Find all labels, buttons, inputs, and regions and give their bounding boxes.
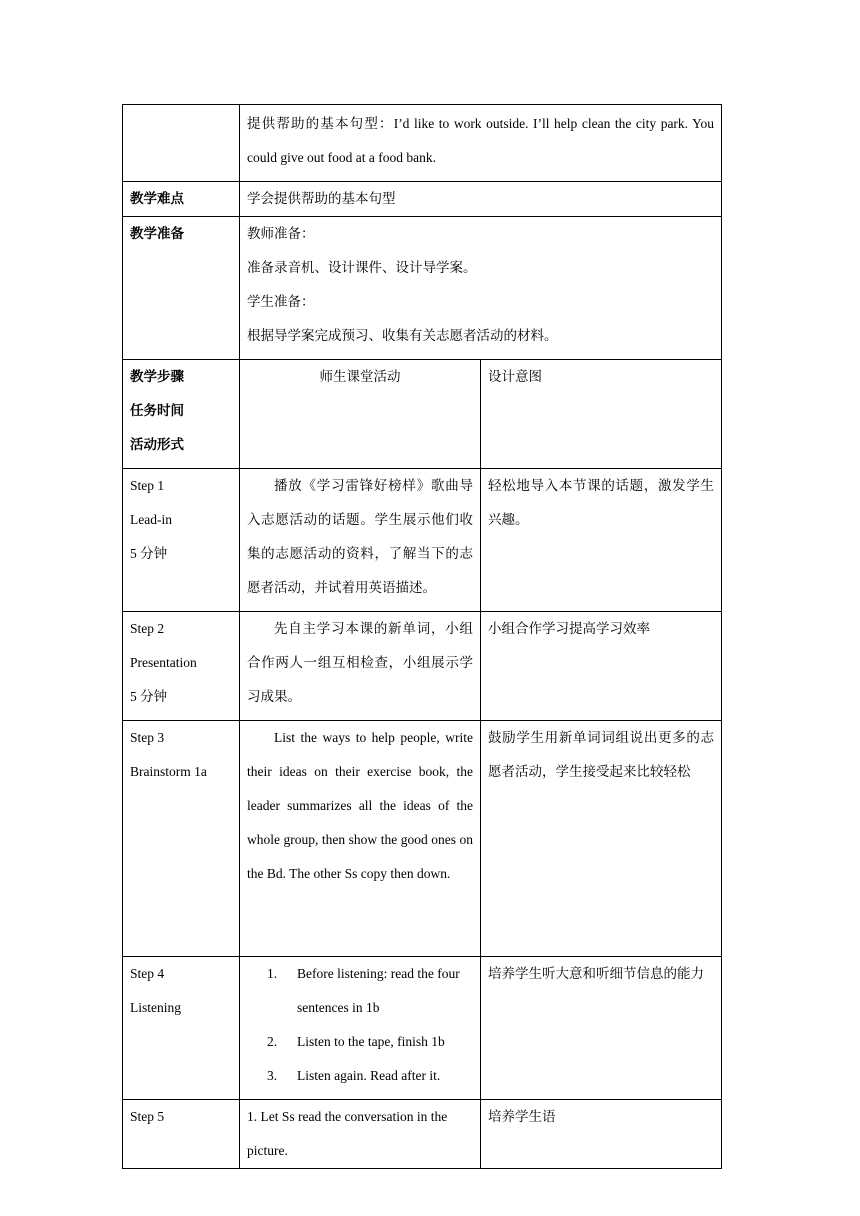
step3-name: Brainstorm 1a (130, 764, 207, 779)
step3-activity (240, 721, 481, 957)
step3-intent-text: 鼓励学生用新单词词组说出更多的志愿者活动，学生接受起来比较轻松 (488, 730, 714, 779)
difficulty-label: 教学难点 (123, 182, 240, 217)
teaching-focus-cell (240, 105, 722, 182)
step2-cell (123, 612, 240, 721)
step4-intent (481, 957, 722, 1100)
teaching-focus-text: 提供帮助的基本句型：I’d like to work outside. I’ll help clean the city park. You could give out food at a food bank. (247, 116, 714, 165)
step1-intent (481, 469, 722, 612)
lesson-plan-table (122, 104, 722, 1169)
step5-number: Step 5 (123, 1100, 240, 1169)
table-row (123, 957, 722, 1100)
difficulty-text: 学会提供帮助的基本句型 (240, 182, 722, 217)
listening-steps-list (247, 957, 473, 1093)
step2-activity (240, 612, 481, 721)
preparation-cell (240, 217, 722, 360)
step4-number: Step 4 (130, 966, 165, 981)
table-row (123, 360, 722, 469)
step2-number: Step 2 (130, 621, 165, 636)
step2-activity-text: 先自主学习本课的新单词，小组合作两人一组互相检查，小组展示学习成果。 (247, 621, 473, 704)
table-row (123, 1100, 722, 1169)
header-steps-cell (123, 360, 240, 469)
preparation-label: 教学准备 (123, 217, 240, 360)
step2-name: Presentation (130, 655, 197, 670)
header-activity-label: 师生课堂活动 (240, 360, 481, 469)
step4-intent-text: 培养学生听大意和听细节信息的能力 (488, 966, 704, 981)
preparation-line: 教师准备： (247, 226, 315, 241)
header-steps-label: 教学步骤 (130, 369, 184, 384)
step4-activity (240, 957, 481, 1100)
step2-intent (481, 612, 722, 721)
step5-activity: 1. Let Ss read the conversation in the picture. (240, 1100, 481, 1169)
step2-intent-text: 小组合作学习提高学习效率 (488, 621, 650, 636)
step1-time: 5 分钟 (130, 546, 168, 561)
table-row (123, 182, 722, 217)
step1-intent-text: 轻松地导入本节课的话题，激发学生兴趣。 (488, 478, 714, 527)
list-item: 3. Listen again. Read after it. (267, 1068, 441, 1083)
step3-cell (123, 721, 240, 957)
header-form-label: 活动形式 (130, 437, 184, 452)
header-intent-label: 设计意图 (481, 360, 722, 469)
preparation-line: 根据导学案完成预习、收集有关志愿者活动的材料。 (247, 328, 558, 343)
step1-cell (123, 469, 240, 612)
step1-number: Step 1 (130, 478, 165, 493)
preparation-line: 学生准备： (247, 294, 315, 309)
table-row (123, 217, 722, 360)
header-time-label: 任务时间 (130, 403, 184, 418)
step1-activity-text: 播放《学习雷锋好榜样》歌曲导入志愿活动的话题。学生展示他们收集的志愿活动的资料，了解当下的志愿者活动，并试着用英语描述。 (247, 478, 473, 595)
list-item: 2. Listen to the tape, finish 1b (267, 1034, 445, 1049)
table-row (123, 105, 722, 182)
table-row (123, 721, 722, 957)
step4-cell (123, 957, 240, 1100)
empty-cell (123, 105, 240, 182)
step1-activity (240, 469, 481, 612)
step3-activity-text: List the ways to help people, write their ideas on their exercise book, the leader summarizes all the ideas of the whole group, then show the good ones on the Bd. The other Ss copy then down. (247, 730, 473, 881)
step2-time: 5 分钟 (130, 689, 168, 704)
step4-name: Listening (130, 1000, 181, 1015)
table-row (123, 612, 722, 721)
step3-number: Step 3 (130, 730, 165, 745)
step3-intent (481, 721, 722, 957)
table-row (123, 469, 722, 612)
list-item: 1. Before listening: read the four sentences in 1b (267, 966, 460, 1015)
preparation-line: 准备录音机、设计课件、设计导学案。 (247, 260, 477, 275)
step5-intent: 培养学生语 (481, 1100, 722, 1169)
step1-name: Lead-in (130, 512, 172, 527)
